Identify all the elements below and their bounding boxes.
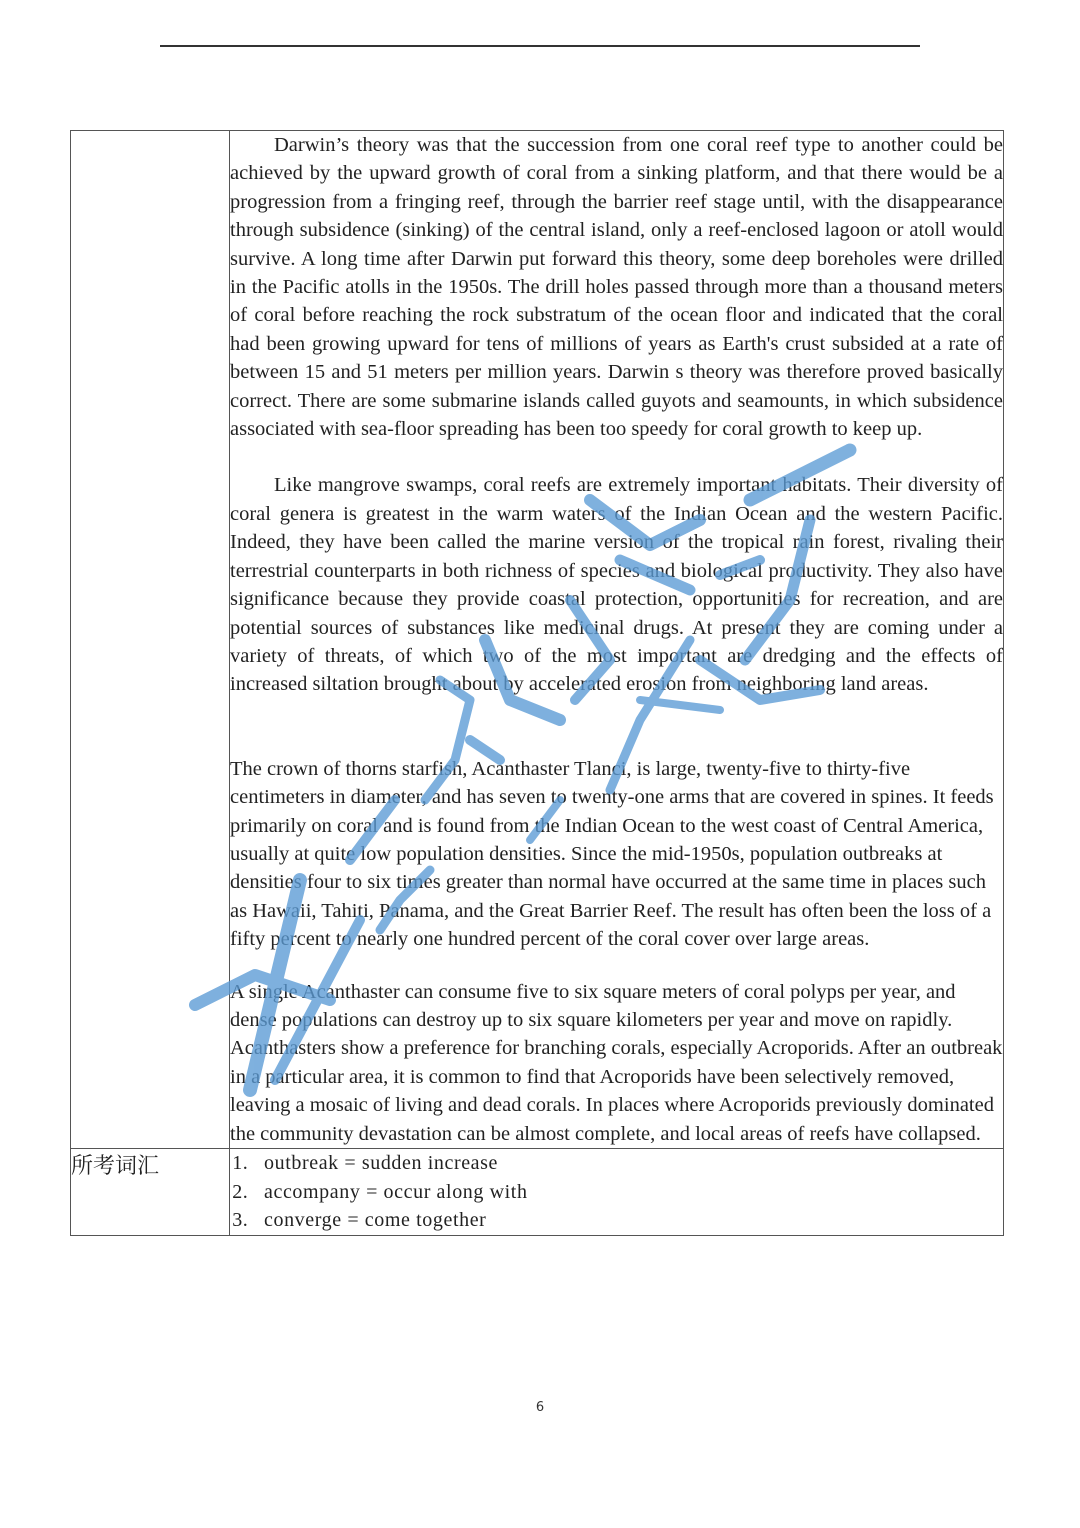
passage-row (71, 131, 1004, 1149)
vocab-item: 2. accompany = occur along with (254, 1178, 1003, 1207)
vocab-item: 1. outbreak = sudden increase (254, 1149, 1003, 1178)
vocab-label: 所考词汇 (71, 1149, 230, 1236)
passage-paragraph-4: A single Acanthaster can consume five to six square meters of coral polyps per year, and dense populations can destroy up to six square kilometers per year and move on rapidly. Acanthasters show a preference for branching corals, especially Acroporids. After an outbreak in a particular area, it is common to find that Acroporids have been selectively removed, leaving a mosaic of living and dead corals. In places where Acroporids previously dominated the community devastation can be almost complete, and local areas of reefs have collapsed. (230, 980, 1003, 1145)
header-rule (160, 45, 920, 47)
vocab-cell (230, 1149, 1004, 1236)
vocab-item: 3. converge = come together (254, 1206, 1003, 1235)
vocab-list (230, 1149, 1003, 1235)
passage-paragraph-3: The crown of thorns starfish, Acanthaster Tlanci, is large, twenty-five to thirty-five centimeters in diameter, and has seven to twenty-one arms that are covered in spines. It feeds primarily on coral and is found from the Indian Ocean to the west coast of Central America, usually at quite low population densities. Since the mid-1950s, population outbreaks at densities four to six times greater than normal have occurred at the same time in places such as Hawaii, Tahiti, Panama, and the Great Barrier Reef. The result has often been the loss of a fifty percent to nearly one hundred percent of the coral cover over large areas. (230, 757, 994, 951)
page-number: 6 (535, 1400, 545, 1415)
passage-paragraph-1: Darwin’s theory was that the succession from one coral reef type to another could be achieved by the upward growth of coral from a sinking platform, and that there would be a progression from a fringing reef, through the barrier reef stage until, with the disappearance through subsidence (sinking) of the central island, only a reef-enclosed lagoon or atoll would survive. A long time after Darwin put forward this theory, some deep boreholes were drilled in the Pacific atolls in the 1950s. The drill holes passed through more than a thousand meters of coral before reaching the rock substratum of the ocean floor and indicated that the coral had been growing upward for tens of millions of years as Earth's crust subsided at a rate of between 15 and 51 meters per million years. Darwin s theory was therefore proved basically correct. There are some submarine islands called guyots and seamounts, in which subsidence associated with sea-floor spreading has been too speedy for coral growth to keep up. (230, 134, 1003, 441)
content-table (70, 130, 1004, 1236)
vocab-row (71, 1149, 1004, 1236)
passage-cell (230, 131, 1004, 1149)
passage-label-cell (71, 131, 230, 1149)
passage-paragraph-2: Like mangrove swamps, coral reefs are extremely important habitats. Their diversity of coral genera is greatest in the warm waters of the Indian Ocean and the western Pacific. Indeed, they have been called the marine version of the tropical rain forest, rivaling their terrestrial counterparts in both richness of species and biological productivity. They also have significance because they provide coastal protection, opportunities for recreation, and are potential sources of substances like medicinal drugs. At present they are coming under a variety of threats, of which two of the most important are dredging and the effects of increased siltation brought about by accelerated erosion from neighboring land areas. (230, 474, 1003, 696)
